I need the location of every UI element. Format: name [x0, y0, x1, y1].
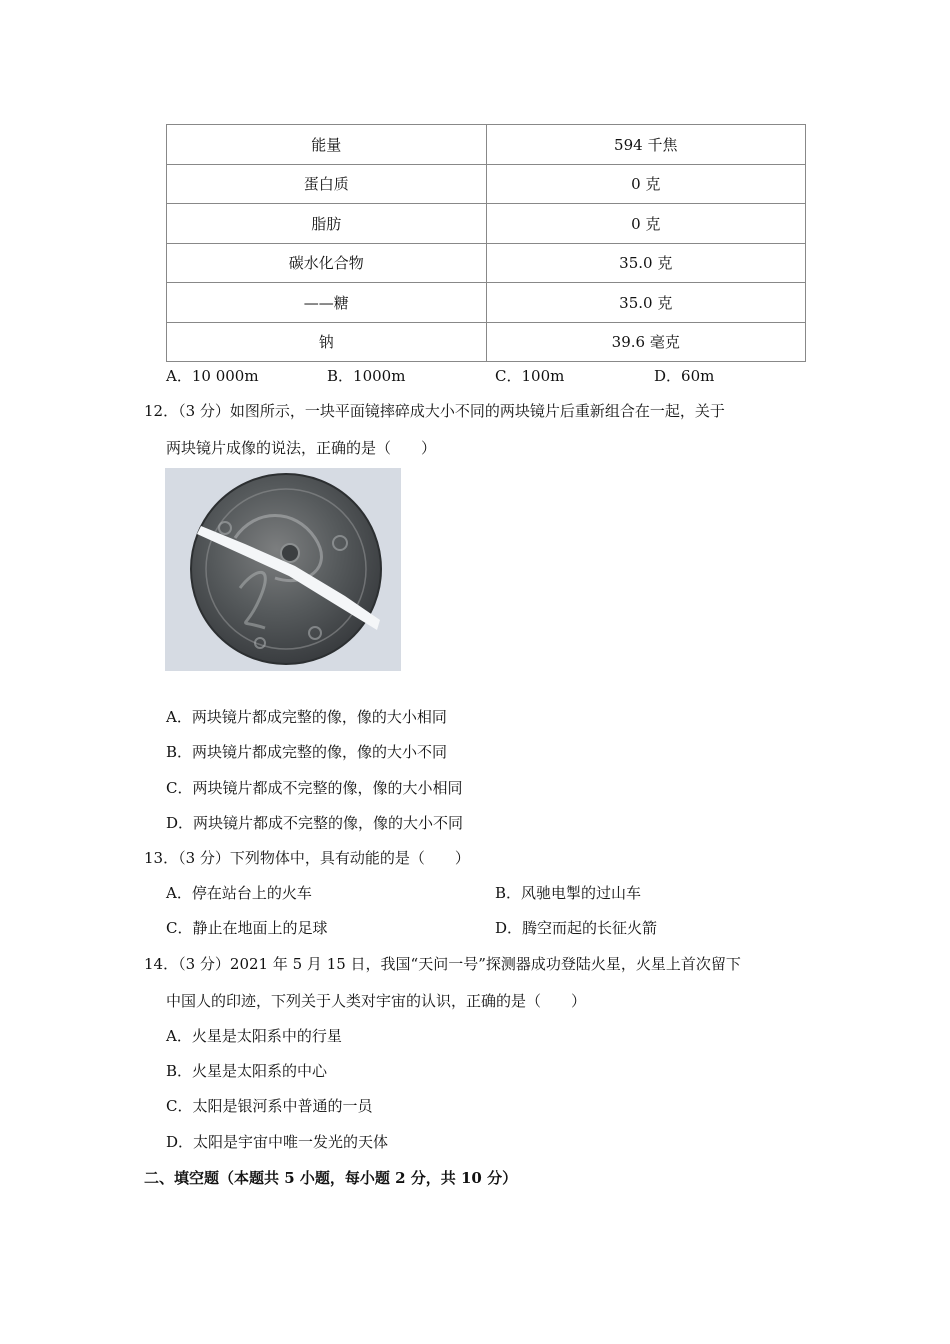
q14-option-a: A．火星是太阳系中的行星: [166, 1027, 342, 1045]
q14-stem-line1: 14．（3 分）2021 年 5 月 15 日，我国“天问一号”探测器成功登陆火星，火星上首次留下: [144, 955, 741, 973]
table-row: [167, 204, 806, 244]
table-cell-name: 脂肪: [167, 204, 487, 244]
table-cell-name: 碳水化合物: [167, 243, 487, 283]
table-row: [167, 164, 806, 204]
table-cell-value: 594 千焦: [486, 125, 806, 165]
table-row: [167, 243, 806, 283]
table-row: [167, 125, 806, 165]
broken-mirror-image: [165, 468, 401, 671]
table-cell-value: 39.6 毫克: [486, 322, 806, 362]
q14-option-b: B．火星是太阳系的中心: [166, 1062, 328, 1080]
q11-option-d: D．60m: [654, 367, 715, 385]
q11-option-b: B．1000m: [327, 367, 406, 385]
section-heading: 二、填空题（本题共 5 小题，每小题 2 分，共 10 分）: [144, 1169, 518, 1187]
table-cell-value: 0 克: [486, 204, 806, 244]
table-cell-name: 钠: [167, 322, 487, 362]
nutrition-table: [166, 124, 806, 362]
q12-option-b: B．两块镜片都成完整的像，像的大小不同: [166, 743, 448, 761]
table-row: [167, 283, 806, 323]
q14-stem-line2: 中国人的印迹，下列关于人类对宇宙的认识，正确的是（ ）: [166, 992, 587, 1010]
q11-option-c: C．100m: [495, 367, 565, 385]
q13-option-c: C．静止在地面上的足球: [166, 919, 328, 937]
table-cell-name: 能量: [167, 125, 487, 165]
table-row: [167, 322, 806, 362]
q12-option-d: D．两块镜片都成不完整的像，像的大小不同: [166, 814, 464, 832]
table-cell-name: 蛋白质: [167, 164, 487, 204]
q12-option-a: A．两块镜片都成完整的像，像的大小相同: [166, 708, 447, 726]
q13-option-d: D．腾空而起的长征火箭: [495, 919, 658, 937]
q12-stem-line1: 12．（3 分）如图所示，一块平面镜摔碎成大小不同的两块镜片后重新组合在一起，关于: [144, 402, 725, 420]
table-cell-value: 0 克: [486, 164, 806, 204]
table-cell-name: ——糖: [167, 283, 487, 323]
q14-option-c: C．太阳是银河系中普通的一员: [166, 1097, 373, 1115]
q14-option-d: D．太阳是宇宙中唯一发光的天体: [166, 1133, 389, 1151]
q13-option-a: A．停在站台上的火车: [166, 884, 312, 902]
table-cell-value: 35.0 克: [486, 243, 806, 283]
q11-option-a: A．10 000m: [166, 367, 259, 385]
q13-option-b: B．风驰电掣的过山车: [495, 884, 642, 902]
table-cell-value: 35.0 克: [486, 283, 806, 323]
q12-option-c: C．两块镜片都成不完整的像，像的大小相同: [166, 779, 463, 797]
q13-stem: 13．（3 分）下列物体中，具有动能的是（ ）: [144, 849, 470, 867]
q12-stem-line2: 两块镜片成像的说法，正确的是（ ）: [166, 439, 437, 457]
